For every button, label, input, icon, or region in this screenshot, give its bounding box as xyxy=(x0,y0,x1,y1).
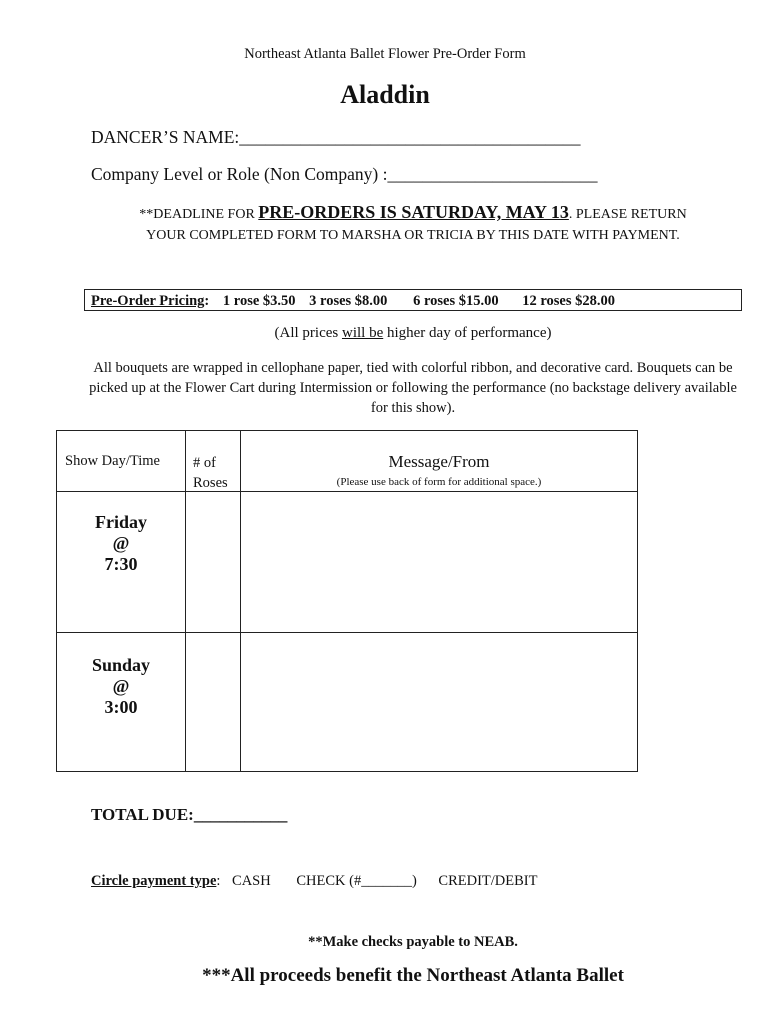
price-note-suffix: higher day of performance) xyxy=(383,325,552,341)
show-time: 3:00 xyxy=(104,697,138,717)
sunday-message-cell[interactable] xyxy=(241,633,638,771)
show-day: Sunday xyxy=(91,655,151,675)
col-header-roses-line1: # of xyxy=(193,455,216,471)
show-time: 7:30 xyxy=(104,554,138,574)
col-header-roses-line2: Roses xyxy=(193,475,228,491)
form-header: Northeast Atlanta Ballet Flower Pre-Order Form xyxy=(244,46,526,62)
total-due-field[interactable]: TOTAL DUE:___________ xyxy=(91,805,288,824)
company-level-field[interactable]: Company Level or Role (Non Company) :________________________ xyxy=(91,164,598,184)
pricing-box xyxy=(84,289,742,311)
col-header-show: Show Day/Time xyxy=(65,453,160,469)
payment-colon: : xyxy=(216,873,221,889)
pricing-item: 3 roses $8.00 xyxy=(309,293,388,309)
payment-credit[interactable]: CREDIT/DEBIT xyxy=(438,873,538,889)
friday-message-cell[interactable] xyxy=(241,492,638,632)
show-sunday xyxy=(57,655,185,718)
show-day: Friday xyxy=(95,512,147,532)
payment-type xyxy=(91,873,537,890)
deadline-notice-line2: YOUR COMPLETED FORM TO MARSHA OR TRICIA BY THIS DATE WITH PAYMENT. xyxy=(146,228,680,243)
col-header-message: Message/From xyxy=(388,452,490,471)
deadline-suffix: . PLEASE RETURN xyxy=(568,207,687,222)
price-note xyxy=(0,325,770,342)
pricing-item: 12 roses $28.00 xyxy=(522,293,615,309)
price-note-prefix: (All prices xyxy=(274,325,342,341)
deadline-emphasis: PRE-ORDERS IS SATURDAY, MAY 13 xyxy=(258,202,569,222)
checks-note: **Make checks payable to NEAB. xyxy=(308,934,518,950)
show-at: @ xyxy=(112,676,130,696)
order-table xyxy=(56,430,638,772)
dancer-name-field[interactable]: DANCER’S NAME:_______________________________________ xyxy=(91,127,581,147)
deadline-notice xyxy=(0,202,770,223)
payment-check[interactable]: CHECK (#_______) xyxy=(296,873,417,889)
sunday-roses-cell[interactable] xyxy=(186,633,239,771)
bouquet-description: All bouquets are wrapped in cellophane paper, tied with colorful ribbon, and decorative card. Bouquets can be picked up at the Flower Cart during Intermission or following the performance (no backstage delivery available for this show). xyxy=(89,360,737,416)
pricing-item: 1 rose $3.50 xyxy=(222,293,296,309)
pricing-label: Pre-Order Pricing xyxy=(91,293,205,309)
col-header-roses xyxy=(193,453,228,493)
payment-label: Circle payment type xyxy=(91,873,217,889)
proceeds-note: ***All proceeds benefit the Northeast Atlanta Ballet xyxy=(202,965,624,986)
friday-roses-cell[interactable] xyxy=(186,492,239,632)
deadline-prefix: **DEADLINE FOR xyxy=(139,207,259,222)
pricing-colon: : xyxy=(204,293,210,309)
col-header-message-note: (Please use back of form for additional space.) xyxy=(336,476,542,488)
price-note-underlined: will be xyxy=(341,325,384,341)
pricing-item: 6 roses $15.00 xyxy=(413,293,499,309)
show-title: Aladdin xyxy=(340,80,430,109)
show-friday xyxy=(57,512,185,575)
show-at: @ xyxy=(112,533,130,553)
payment-cash[interactable]: CASH xyxy=(232,873,271,889)
